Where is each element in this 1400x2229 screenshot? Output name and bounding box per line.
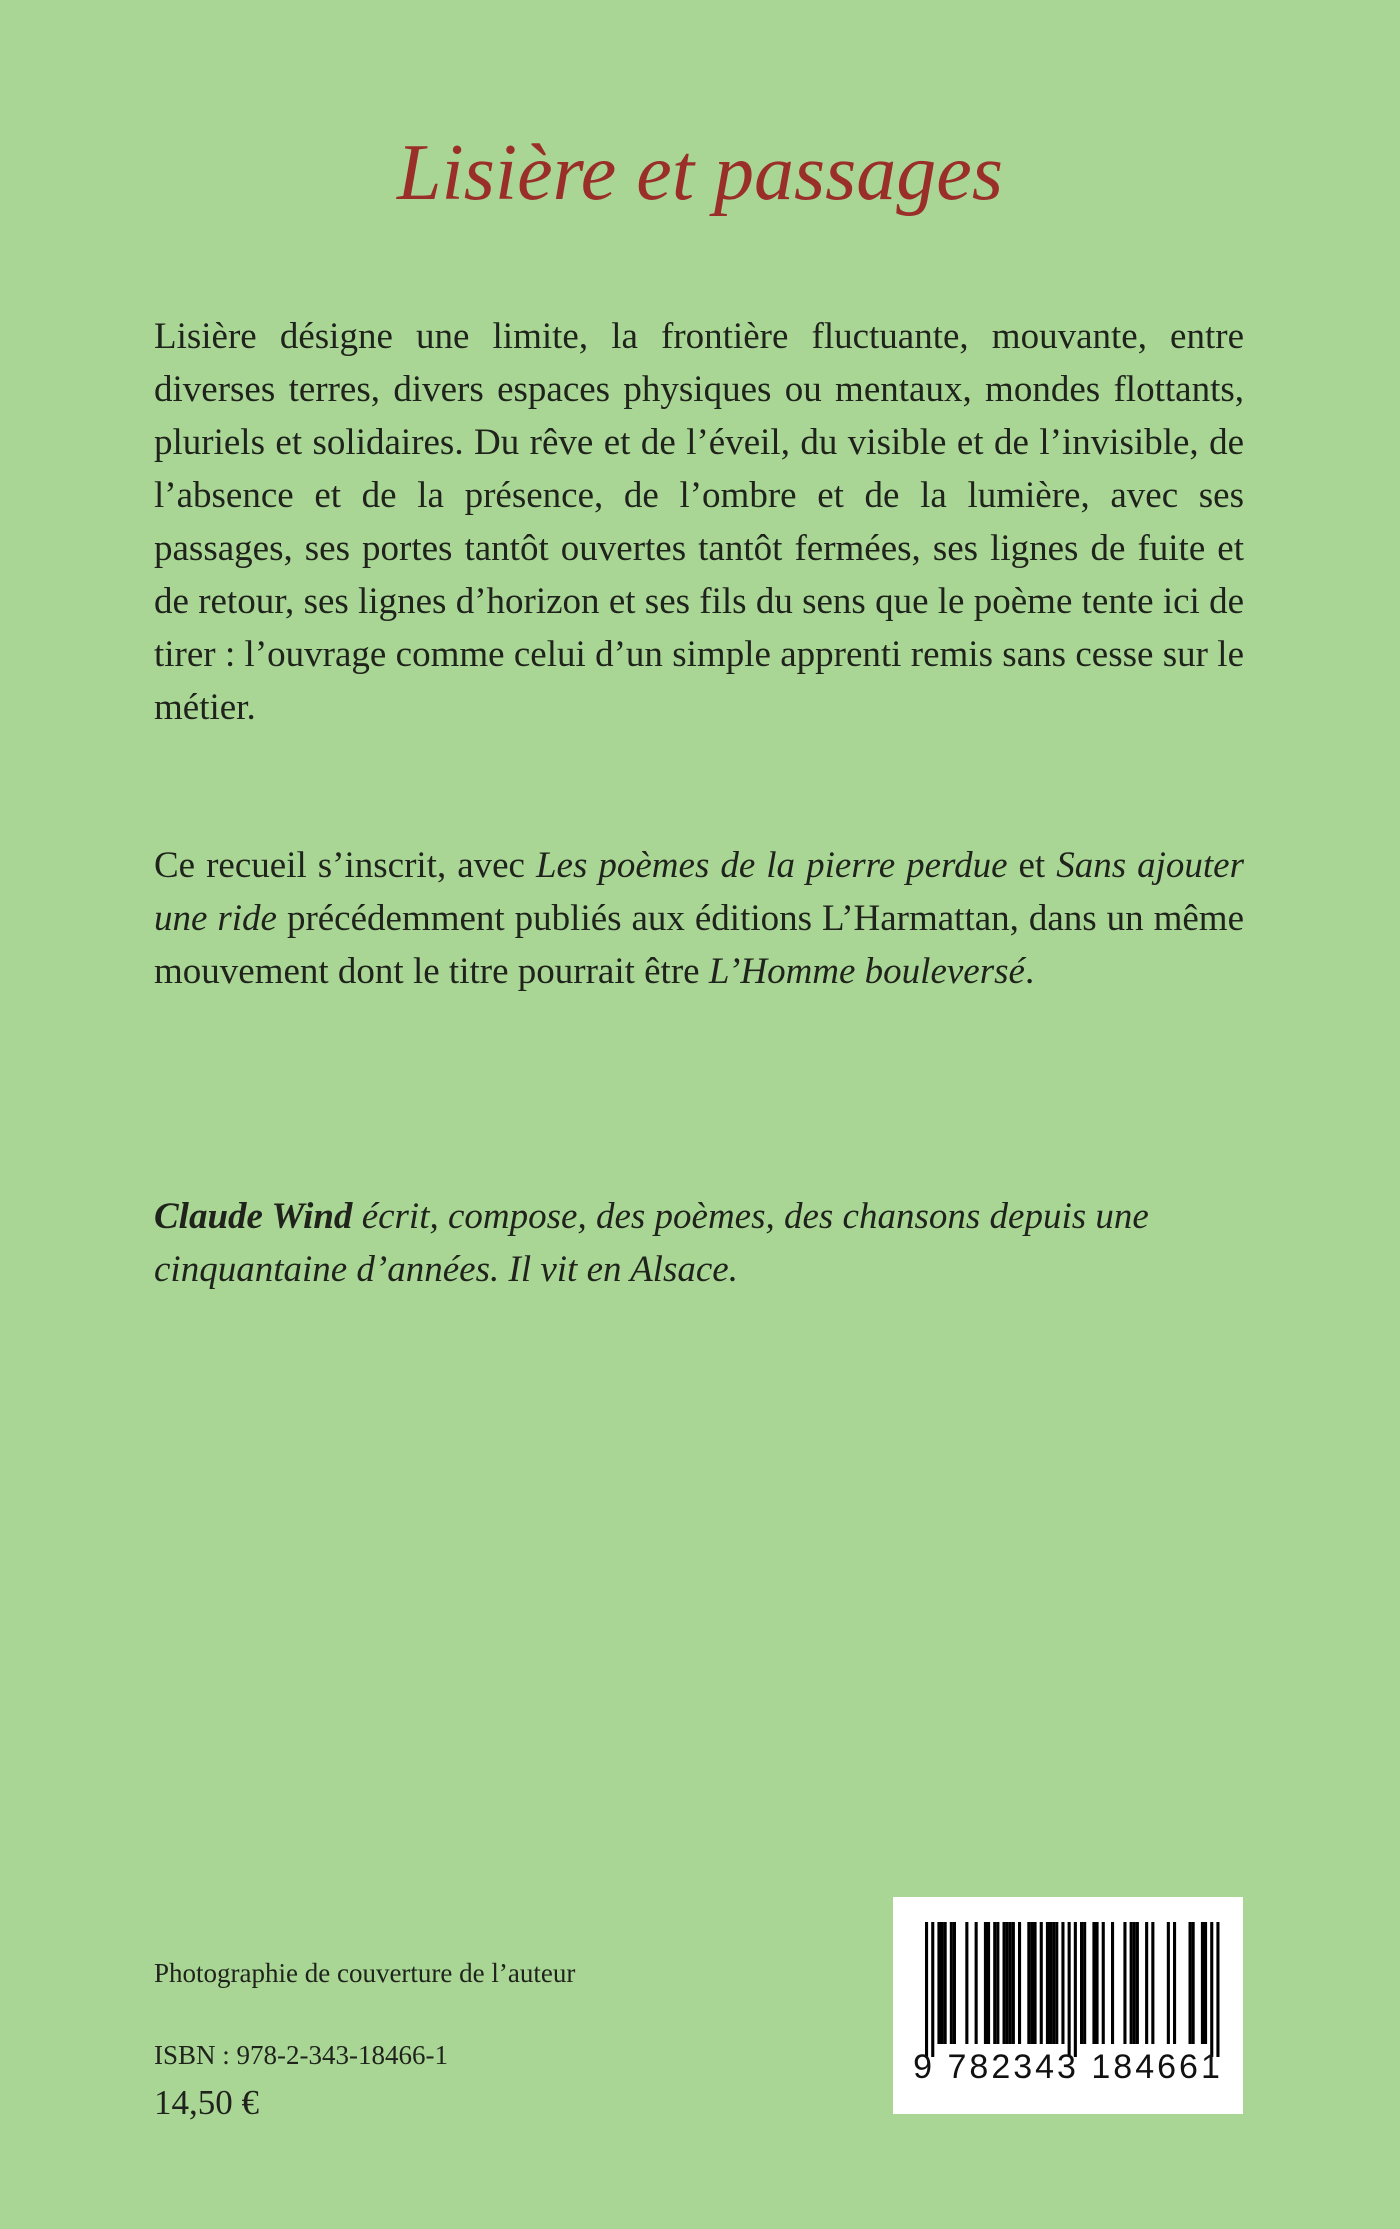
isbn-label: ISBN : 978-2-343-18466-1 [154, 2040, 448, 2070]
barcode-bar [1006, 1922, 1009, 2044]
barcode-bar [1018, 1922, 1021, 2044]
barcode-bar [1003, 1922, 1006, 2044]
author-name: Claude Wind [154, 1196, 353, 1237]
barcode-bar [1136, 1922, 1139, 2044]
barcode-bar [1027, 1922, 1030, 2044]
barcode-bar [1133, 1922, 1136, 2044]
barcode-bar [987, 1922, 990, 2044]
barcode-bar [1216, 1922, 1219, 2057]
barcode-bar [950, 1922, 953, 2044]
barcode-bar [937, 1922, 940, 2044]
barcode-bar [1055, 1922, 1058, 2044]
barcode-bar [1102, 1922, 1105, 2044]
barcode-bar [1040, 1922, 1043, 2044]
barcode-bar [965, 1922, 968, 2044]
author-bio-text [154, 1190, 1244, 1296]
barcode-bar [941, 1922, 944, 2044]
barcode [893, 1897, 1243, 2114]
barcode-bar [984, 1922, 987, 2044]
collection-text-2: et [1007, 845, 1057, 886]
collection-paragraph [154, 839, 1244, 998]
collection-text [154, 839, 1244, 998]
description-text: Lisière désigne une limite, la frontière fluctuante, mouvante, entre diverses terres, divers espaces physiques ou mentaux, mondes flottants, pluriels et solidaires. Du rêve et de l’éveil, du visible et de l’invisible, de l’absence et de la présence, de l’ombre et de la lumière, avec ses passages, ses portes tantôt ouvertes tantôt fermées, ses lignes de fuite et de retour, ses lignes d’horizon et ses fils du sens que le poème tente ici de tirer : l’ouvrage comme celui d’un simple apprenti remis sans cesse sur le métier. [154, 316, 1244, 728]
barcode-bar [931, 1922, 934, 2057]
work-title-3: L’Homme bouleversé [708, 951, 1025, 992]
description-paragraph [154, 310, 1244, 734]
barcode-bar [1080, 1922, 1083, 2044]
collection-text-4: . [1024, 951, 1035, 992]
cover-photo-credit: Photographie de couverture de l’auteur [154, 1958, 576, 1988]
price-label: 14,50 € [154, 2083, 259, 2122]
barcode-bar [1061, 1922, 1064, 2044]
author-bio [154, 1190, 1244, 1296]
barcode-bar [993, 1922, 996, 2044]
book-title: Lisière et passages [397, 129, 1003, 217]
barcode-bar [1096, 1922, 1099, 2044]
barcode-bar [1030, 1922, 1033, 2044]
barcode-bar [1046, 1922, 1049, 2044]
barcode-bar [1034, 1922, 1037, 2044]
barcode-bar [1068, 1922, 1071, 2057]
barcode-bar [1210, 1922, 1213, 2057]
barcode-bar [1074, 1922, 1077, 2057]
barcode-digits: 9 782343 184661 [913, 2048, 1223, 2086]
barcode-bar [1151, 1922, 1154, 2044]
barcode-bar [1012, 1922, 1015, 2044]
barcode-bar [1083, 1922, 1086, 2044]
barcode-bar [944, 1922, 947, 2044]
barcode-bar [1192, 1922, 1195, 2044]
work-title-1: Les poèmes de la pierre perdue [535, 845, 1008, 886]
barcode-bar [1145, 1922, 1148, 2044]
barcode-bar [1009, 1922, 1012, 2044]
barcode-bar [1173, 1922, 1176, 2044]
work-title-2: Sans ajouter une ride [154, 845, 1245, 939]
collection-text-1: Ce recueil s’inscrit, avec [154, 845, 536, 886]
barcode-bar [1111, 1922, 1114, 2044]
barcode-bar [1123, 1922, 1126, 2044]
barcode-bar [1189, 1922, 1192, 2044]
barcode-bar [1204, 1922, 1207, 2044]
barcode-bar [996, 1922, 999, 2044]
barcode-bar [1201, 1922, 1204, 2044]
barcode-bar [1167, 1922, 1170, 2044]
barcode-bar [975, 1922, 978, 2044]
author-bio-body: écrit, compose, des poèmes, des chansons depuis une cinquantaine d’années. Il vit en Alsace. [154, 1196, 1149, 1290]
barcode-bar [1130, 1922, 1133, 2044]
barcode-bar [1049, 1922, 1052, 2044]
barcode-bar [1092, 1922, 1095, 2044]
barcode-bar [925, 1922, 928, 2057]
barcode-bar [953, 1922, 956, 2044]
collection-text-3: précédemment publiés aux éditions L’Harmattan, dans un même mouvement dont le titre pourrait être [154, 898, 1244, 992]
barcode-bar [1052, 1922, 1055, 2044]
